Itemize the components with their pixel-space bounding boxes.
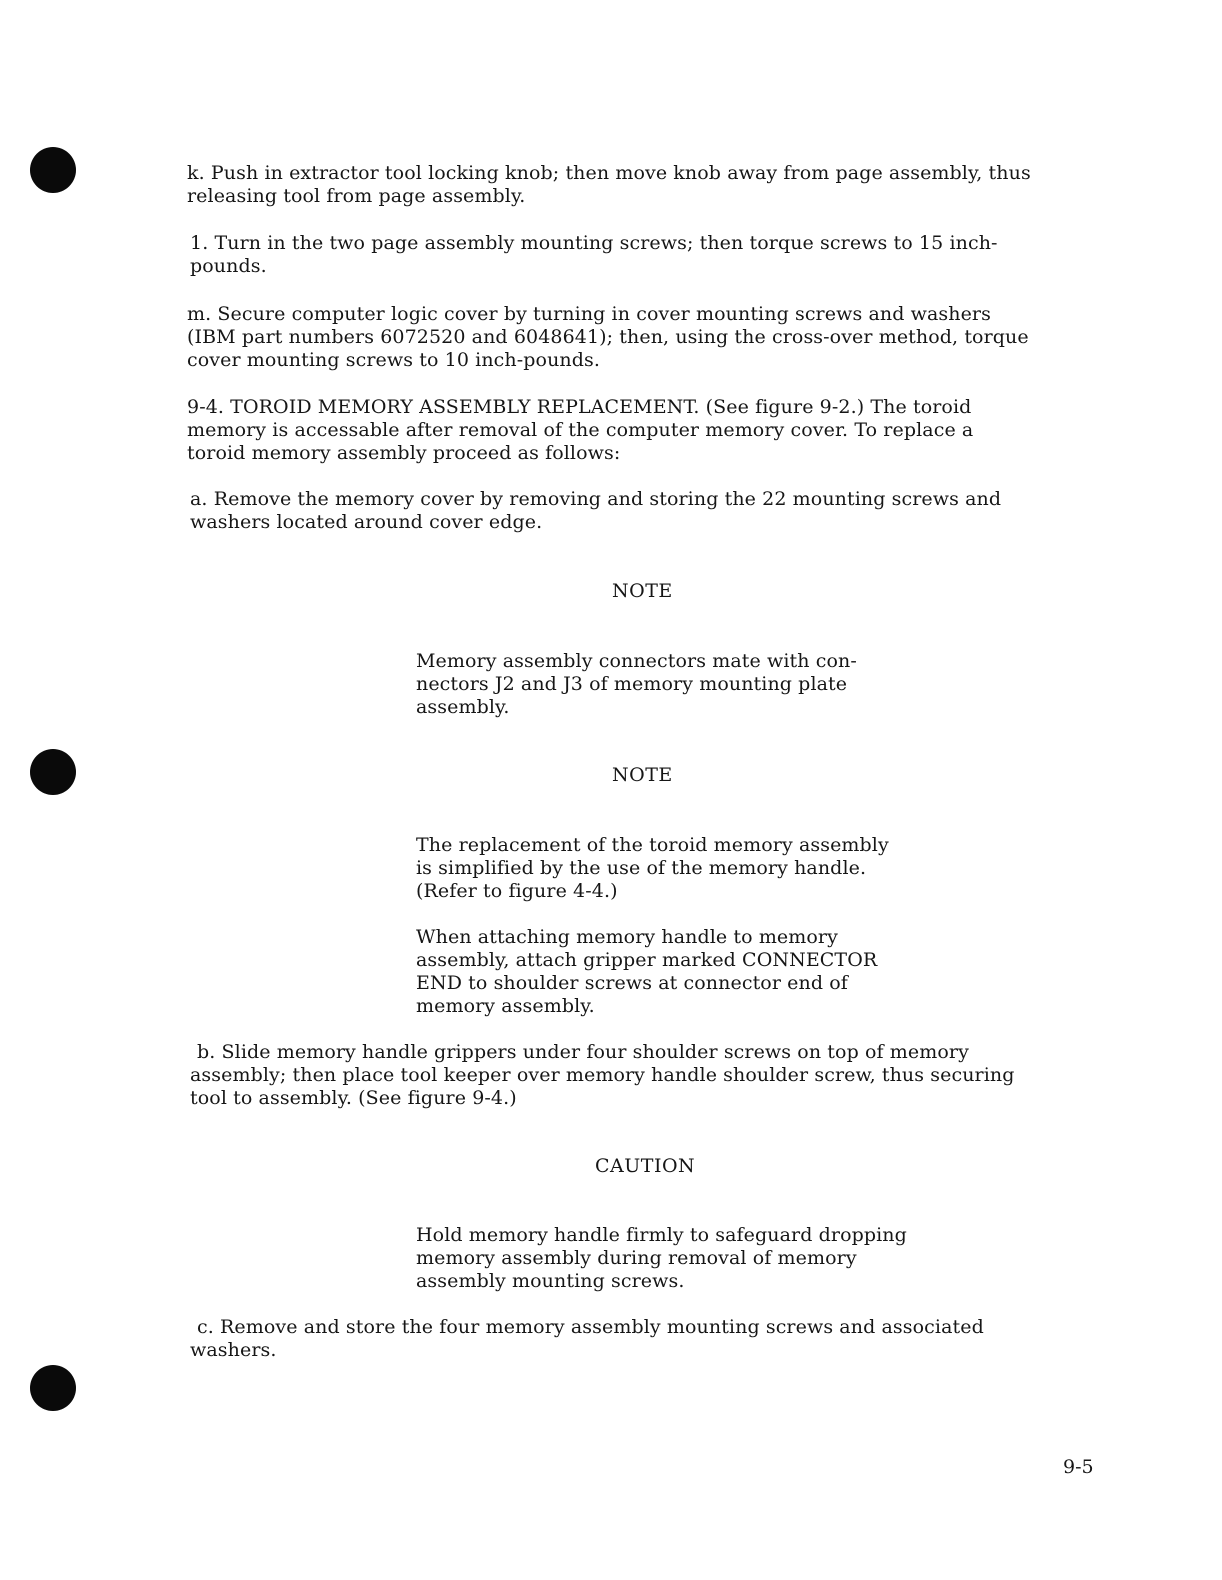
- text-line: a. Remove the memory cover by removing and storing the 22 mounting screws and: [190, 488, 1002, 510]
- text-line: The replacement of the toroid memory assembly: [416, 834, 889, 856]
- note-body: [416, 926, 877, 1018]
- text-line: washers.: [190, 1339, 277, 1361]
- note-body: [416, 834, 889, 903]
- binder-hole: [30, 1365, 76, 1411]
- text-line: memory assembly.: [416, 995, 595, 1017]
- note-heading: NOTE: [612, 580, 673, 602]
- text-line: assembly; then place tool keeper over memory handle shoulder screw, thus securing: [190, 1064, 1015, 1086]
- text-line: When attaching memory handle to memory: [416, 926, 838, 948]
- text-line: releasing tool from page assembly.: [187, 185, 526, 207]
- text-line: m. Secure computer logic cover by turning in cover mounting screws and washers: [187, 303, 991, 325]
- text-line: END to shoulder screws at connector end of: [416, 972, 848, 994]
- text-line: (Refer to figure 4-4.): [416, 880, 618, 902]
- step-k: [187, 162, 1031, 208]
- text-line: assembly mounting screws.: [416, 1270, 685, 1292]
- text-line: memory assembly during removal of memory: [416, 1247, 857, 1269]
- text-line: cover mounting screws to 10 inch-pounds.: [187, 349, 601, 371]
- text-line: tool to assembly. (See figure 9-4.): [190, 1087, 517, 1109]
- text-line: Memory assembly connectors mate with con-: [416, 650, 857, 672]
- text-line: pounds.: [190, 255, 267, 277]
- page-number: 9-5: [1063, 1456, 1094, 1478]
- text-line: c. Remove and store the four memory assembly mounting screws and associated: [197, 1316, 984, 1338]
- binder-hole: [30, 749, 76, 795]
- text-line: 1. Turn in the two page assembly mounting screws; then torque screws to 15 inch-: [190, 232, 998, 254]
- step-c: [190, 1316, 984, 1362]
- caution-heading: CAUTION: [595, 1155, 696, 1177]
- note-body: [416, 650, 857, 719]
- binder-hole: [30, 147, 76, 193]
- step-a: [190, 488, 1001, 534]
- text-line: (IBM part numbers 6072520 and 6048641); then, using the cross-over method, torque: [187, 326, 1029, 348]
- step-l: [190, 232, 998, 278]
- text-line: assembly.: [416, 696, 510, 718]
- text-line: assembly, attach gripper marked CONNECTOR: [416, 949, 878, 971]
- text-line: memory is accessable after removal of the computer memory cover. To replace a: [187, 419, 974, 441]
- text-line: b. Slide memory handle grippers under four shoulder screws on top of memory: [197, 1041, 969, 1063]
- section-9-4: [187, 396, 973, 465]
- text-line: k. Push in extractor tool locking knob; then move knob away from page assembly, thus: [187, 162, 1031, 184]
- text-line: nectors J2 and J3 of memory mounting plate: [416, 673, 848, 695]
- caution-body: [416, 1224, 907, 1293]
- section-heading-line: 9-4. TOROID MEMORY ASSEMBLY REPLACEMENT. (See figure 9-2.) The toroid: [187, 396, 972, 418]
- step-b: [190, 1041, 1015, 1110]
- text-line: Hold memory handle firmly to safeguard dropping: [416, 1224, 907, 1246]
- step-m: [187, 303, 1029, 372]
- note-heading: NOTE: [612, 764, 673, 786]
- text-line: washers located around cover edge.: [190, 511, 543, 533]
- text-line: is simplified by the use of the memory handle.: [416, 857, 867, 879]
- text-line: toroid memory assembly proceed as follows:: [187, 442, 621, 464]
